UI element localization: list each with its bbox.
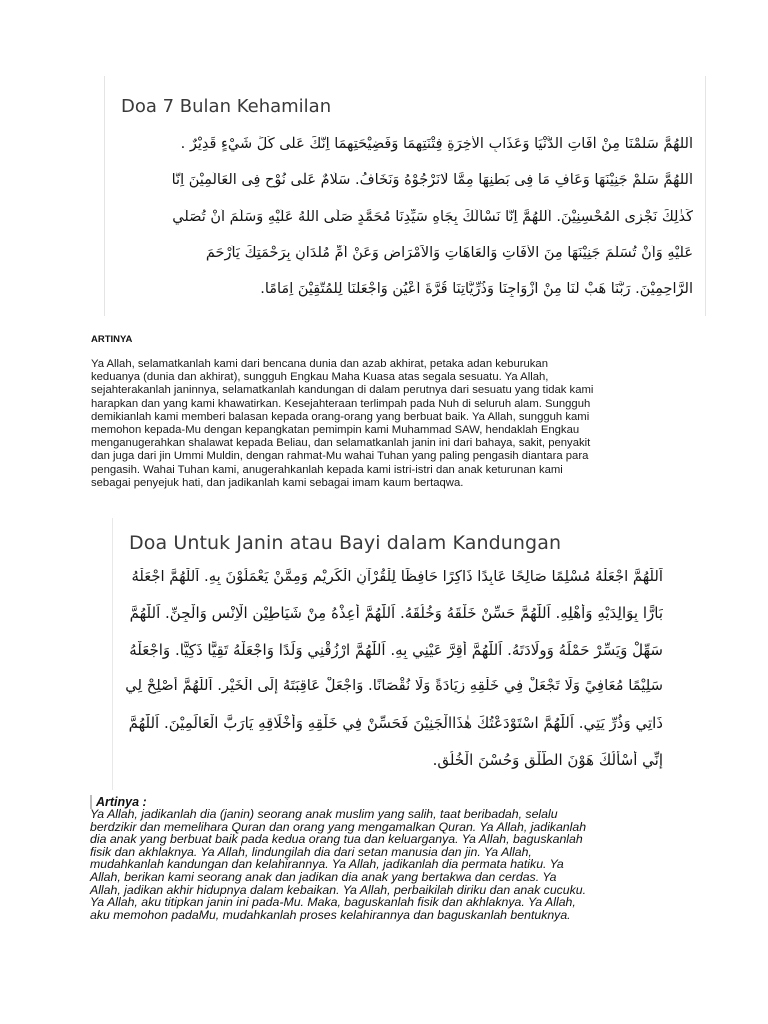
paragraph-line: dia anak yang berbuat baik pada kedua orang tua dan keluarganya. Ya Allah, baguskanlah	[90, 832, 583, 847]
paragraph-line: Ya Allah, jadikanlah dia (janin) seorang anak muslim yang salih, taat beribadah, selalu	[90, 807, 558, 821]
artinya-italic-label: Artinya :	[90, 795, 147, 809]
arabic-line: سَلِيْمًا مُعَافِيً وَلَا تَجْعَلْ فِي خَلْقِهِ زِيَادَةً وَلَا نُقْصَانًا. وَاجْعَلْ عَاقِبَتَهُ إِلَى الْخَيْرِ. اَللّٰهُمَّ أَصْلِحْ لِي	[125, 677, 663, 694]
arabic-line: اَللهُمَّ سَلِّمْ جَنِيْنَهَا وَعَافِ مَا فِى بَطْنِهَا مِمَّا لَانَرْجُوْهُ وَنَخَافُ. سَلَامٌ عَلٰى نُوْحٍ فِى الْعَالَمِيْنَ اِنَّا	[171, 172, 693, 188]
section2-heading: Doa Untuk Janin atau Bayi dalam Kandungan	[129, 532, 562, 554]
doa-7-bulan-image-panel	[104, 76, 706, 316]
paragraph-line: keduanya (dunia dan akhirat), sungguh Engkau Maha Kuasa atas segala sesuatu. Ya Allah,	[91, 371, 549, 384]
paragraph-line: Ya Allah, selamatkanlah kami dari bencana dunia dan azab akhirat, petaka adan keburukan	[91, 358, 548, 370]
section1-heading: Doa 7 Bulan Kehamilan	[121, 96, 332, 117]
doa-janin-image-panel	[112, 518, 675, 790]
paragraph-line: harapkan dan yang kami khawatirkan. Kesejahteraan terlimpah pada Nuh di seluruh alam. Sungguh	[91, 397, 591, 410]
artinya-label: ARTINYA	[91, 334, 133, 345]
paragraph-line: Ya Allah, aku titipkan janin ini pada-Mu. Maka, baguskanlah fisik dan akhlaknya. Ya Allah,	[90, 895, 576, 910]
artinya2-paragraph	[90, 808, 678, 921]
paragraph-line: pengasih. Wahai Tuhan kami, anugerahkanlah kepada kami istri-istri dan anak keturunan kami	[91, 463, 563, 476]
paragraph-line: dan juga dari jin Ummi Muldin, dengan rahmat-Mu wahai Tuhan yang paling pengasih diantara para	[91, 450, 589, 463]
arabic-line: اَللهُمَّ سَلِّمْنَا مِنْ اٰفَاتِ الدُّنْيَا وَعَذَابِ الْاٰخِرَةِ فِتْنَتِهِمَا وَفَضِيْحَتِهِمَا اِنَّكَ عَلٰى كُلِّ شَيْءٍ قَدِيْرٌ .	[180, 136, 693, 152]
paragraph-line: fisik dan akhlaknya. Ya Allah, lindungilah dia dari setan manusia dan jin. Ya Allah,	[90, 844, 532, 859]
arabic-line: الرَّاحِمِيْنَ. رَبَّنَا هَبْ لَنَا مِنْ اَزْوَاجِنَا وَذُرِّيَّاتِنَا قُرَّةَ اَعْيُنٍ وَاجْعَلْنَا لِلْمُتَّقِيْنَ اِمَامًا.	[260, 281, 693, 297]
paragraph-line: mudahkanlah kandungan dan kelahirannya. Ya Allah, jadikanlah dia permata hatiku. Ya	[90, 857, 564, 872]
arabic-line: إِنِّي أَسْأَلُكَ هَوْنَ الطَّلْقِ وَحُسْنَ الْخُلُقِ.	[432, 751, 663, 769]
arabic-line: اَللّٰهُمَّ اجْعَلْهُ مُسْلِمًا صَالِحًا عَابِدًا ذَاكِرًا حَافِظًا لِلْقُرْآنِ الْكَرِيْمِ وَمِمَّنْ يَعْمَلُوْنَ بِهِ. اَللّٰهُمَّ اجْعَلْهُ	[131, 568, 663, 585]
paragraph-line: demikianlah kami memberi balasan kepada orang-orang yang berbuat baik. Ya Allah, sungguh kami	[91, 410, 590, 423]
paragraph-line: sebagai penyejuk hati, dan jadikanlah kami sebagai imam kaum bertaqwa.	[91, 476, 464, 489]
paragraph-line: berdzikir dan memelihara Quran dan orang yang mengamalkan Quran. Ya Allah, jadikanlah	[90, 819, 587, 834]
arabic-line: كَذٰلِكَ نَجْزِى الْمُحْسِنِيْنَ. اَللهُمَّ اِنَّا نَسْاَلُكَ بِجَاهِ سَيِّدِنَا مُحَمَّدٍ صَلَّى اللهُ عَلَيْهِ وَسَلَّمَ اَنْ تُصَلِّي	[172, 209, 693, 225]
arabic-line: ذَاتِي وَذُرِّ يَتِي. اَللّٰهُمَّ اسْتَوْدَعْتُكَ هٰذَاالْجَنِيْنَ فَحَسِّنْ فِي خَلْقِهِ وَأَخْلَاقِهِ يَارَبَّ الْعَالَمِيْنَ. اَللّٰهُمَّ	[128, 714, 663, 732]
arabic-line: بَارًّا بِوَالِدَيْهِ وَأَهْلِهِ. اَللّٰهُمَّ حَسِّنْ خَلْقَهُ وَخُلُقَهُ. اَللّٰهُمَّ أَعِذْهُ مِنْ شَيَاطِيْنِ الْاِنْسِ وَالْجِنِّ. اَللّٰهُمَّ	[129, 604, 663, 622]
artinya1-paragraph	[91, 358, 703, 490]
paragraph-line: Allah, jadikan akhir hidupnya dalam kebaikan. Ya Allah, perbaikilah diriku dan anak cucuku.	[90, 882, 587, 897]
arabic-line: سَهِّلْ وَيَسِّرْ حَمْلَهُ وَوِلَادَتَهُ. اَللّٰهُمَّ أَقِرَّ عَيْنِي بِهِ. اَللّٰهُمَّ ارْزُقْنِي وَلَدًا وَاجْعَلْهُ تَقِيًّا ذَكِيًّا. وَاجْعَلْهُ	[129, 641, 663, 659]
paragraph-line: memohon kepada-Mu dengan kepangkatan pemimpin kami Muhammad SAW, hendaklah Engkau	[91, 424, 580, 437]
paragraph-line: Allah, berikan kami seorang anak dan jadikan dia anak yang bertakwa dan cerdas. Ya	[90, 869, 557, 884]
paragraph-line: sejahterakanlah janinnya, selamatkanlah kandungan di dalam perutnya dari sesuatu yang tidak kami	[91, 384, 594, 397]
paragraph-line: menganugerahkan shalawat kepada Beliau, dan selamatkanlah janin ini dari bahaya, sakit, penyakit	[91, 437, 591, 450]
paragraph-line: aku memohon padaMu, mudahkanlah proses kelahirannya dan baguskanlah bentuknya.	[90, 907, 571, 922]
arabic-line: عَلَيْهِ وَاَنْ تُسَلِّمَ جَنِيْنَهَا مِنَ الْاٰفَاتِ وَالْعَاهَاتِ وَالْاَمْرَاضِ وَعَنْ اُمِّ مُلْدَانِ بِرَحْمَتِكَ يَاَرْحَمَ	[205, 245, 693, 261]
